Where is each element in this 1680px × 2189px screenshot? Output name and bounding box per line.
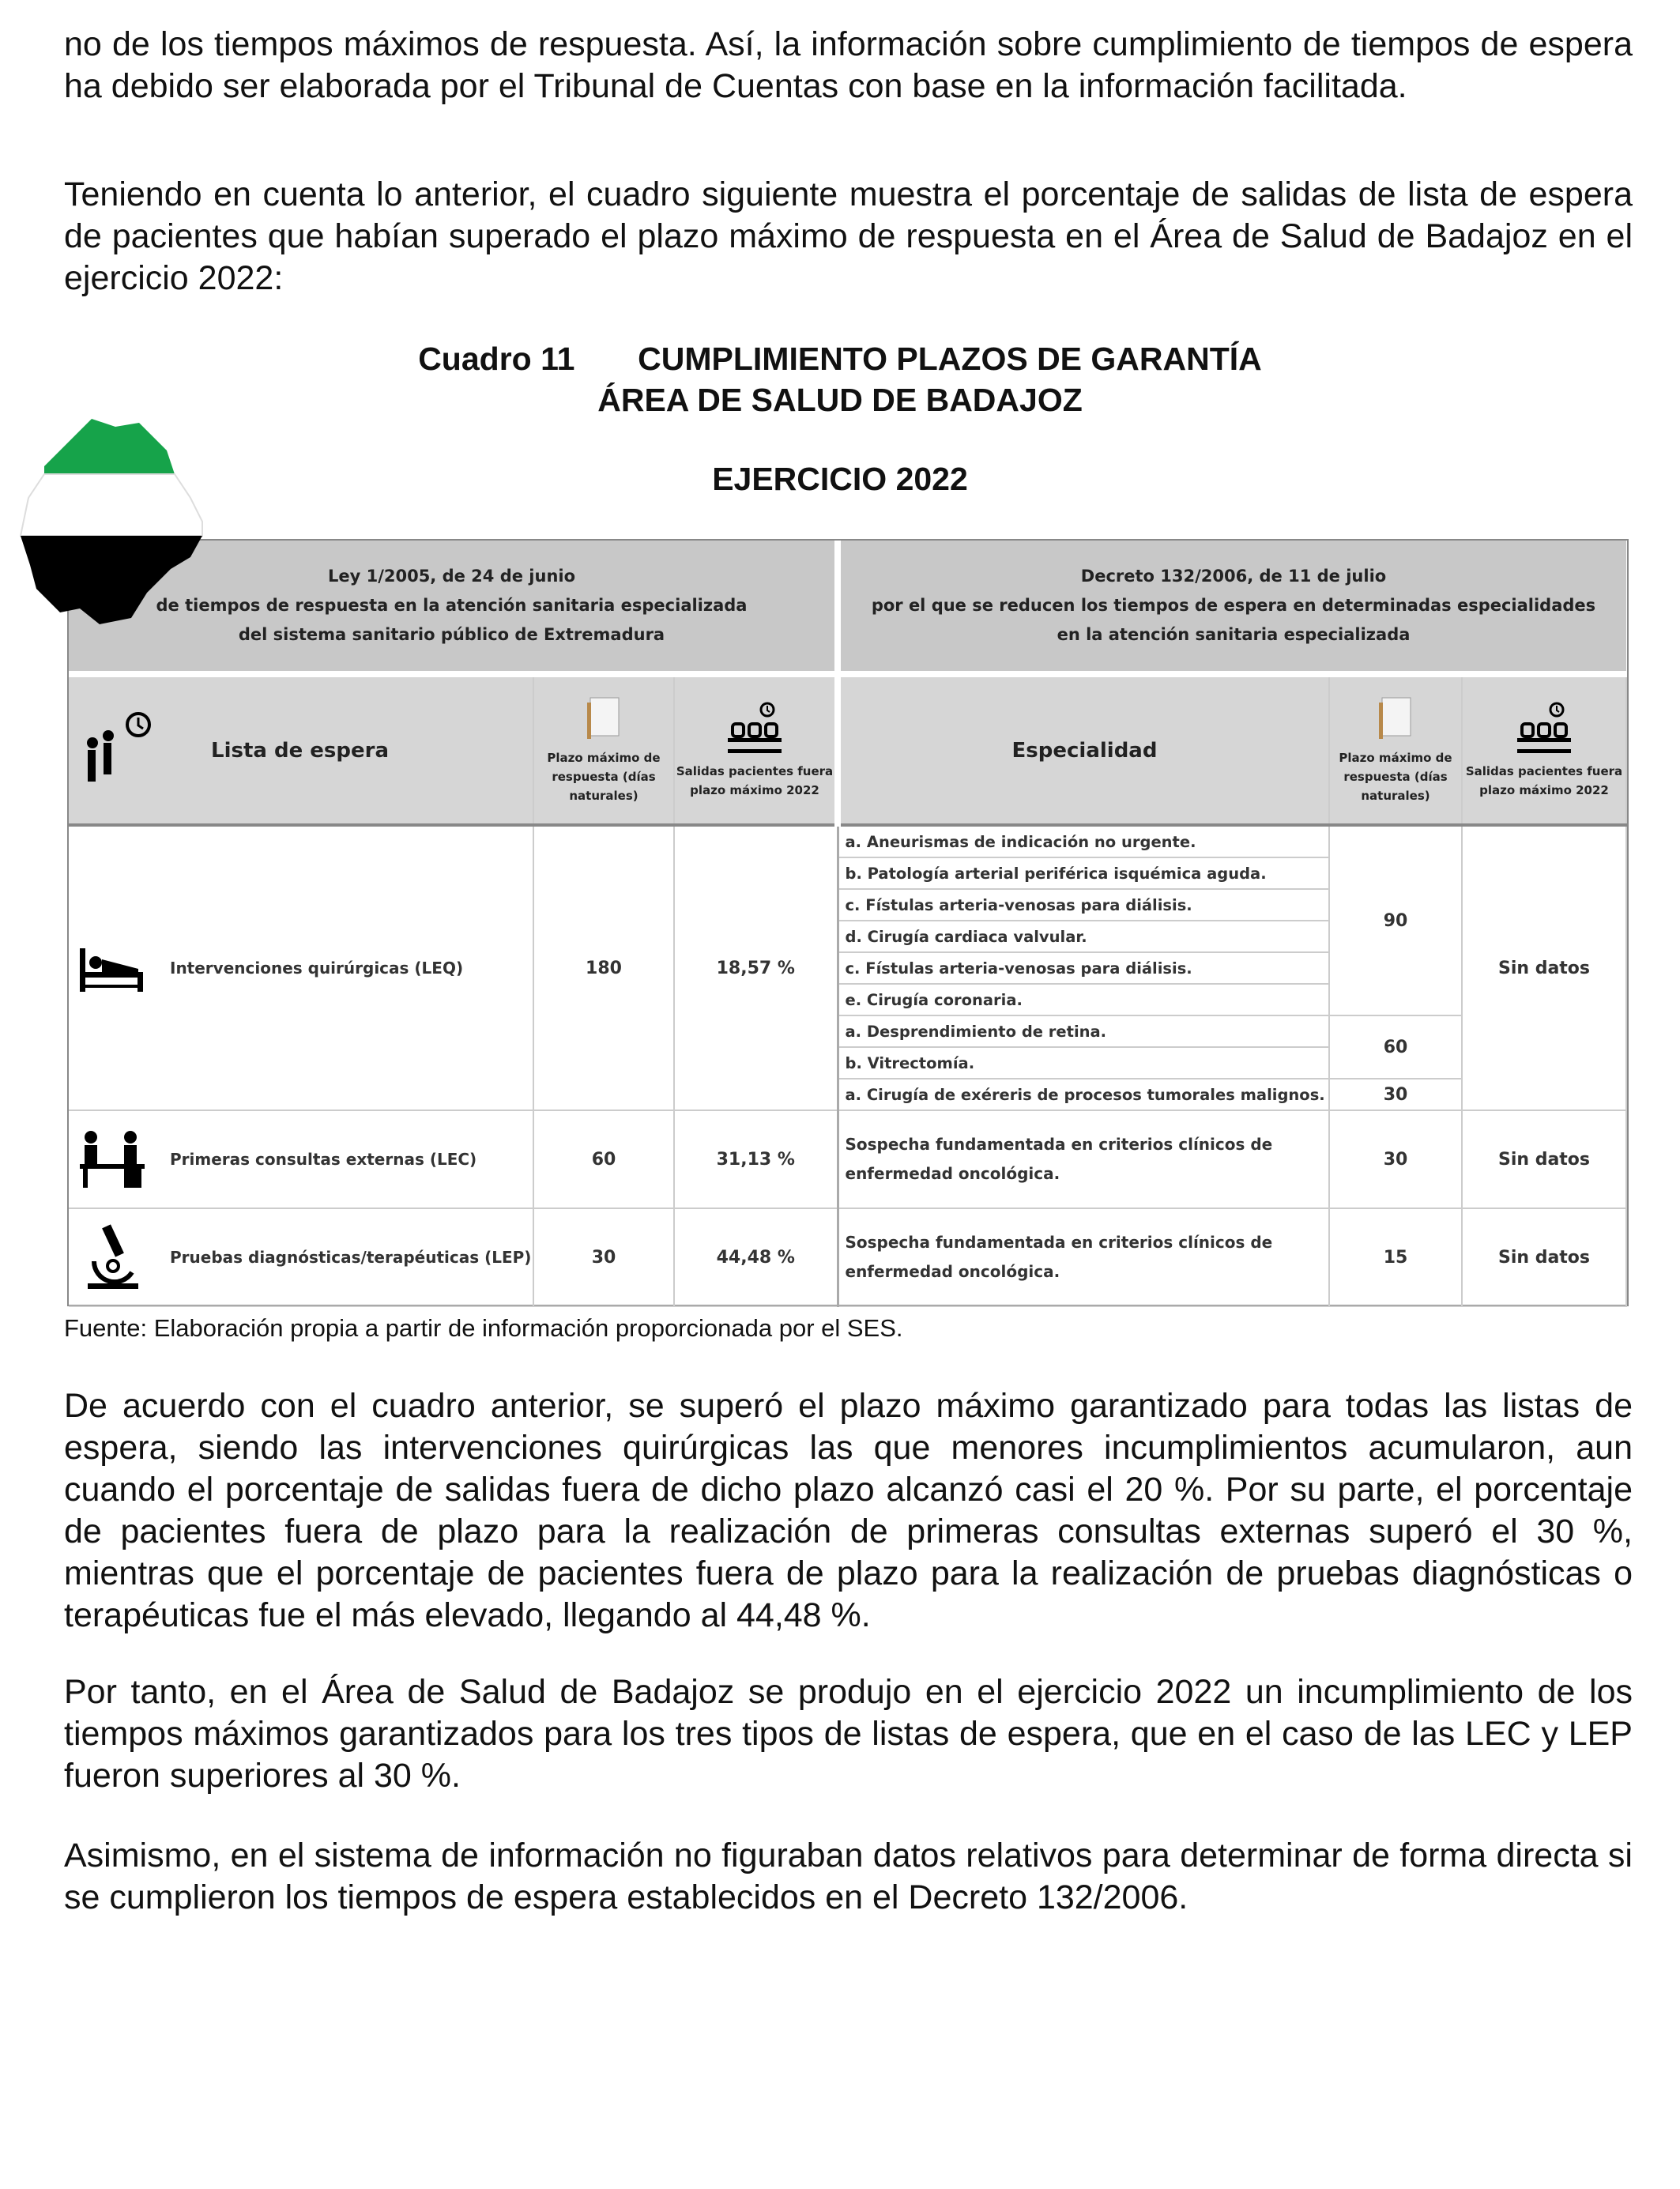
header-salidas-right-label: Salidas pacientes fuera plazo máximo 2022 xyxy=(1465,763,1623,797)
paragraph-conclusion: Por tanto, en el Área de Salud de Badajoz se produjo en el ejercicio 2022 un incumplimiento de los tiempos máximos garantizados para los tres tipos de listas de espera, que en el caso de las LEC y LEP fueron superiores al 30 %. xyxy=(64,1673,1633,1795)
header-lista-label: Lista de espera xyxy=(211,738,389,763)
title-line3: EJERCICIO 2022 xyxy=(712,461,968,497)
lep-plazo: 30 xyxy=(533,1208,674,1306)
lec-plazo: 60 xyxy=(533,1110,674,1208)
table-row-lec xyxy=(69,1110,1626,1208)
table-row-leq xyxy=(69,825,1626,857)
paragraph-information-system: Asimismo, en el sistema de información no figuraban datos relativos para determinar de forma directa si se cumplieron los tiempos de espera establecidos en el Decreto 132/2006. xyxy=(64,1837,1633,1916)
consultation-icon xyxy=(77,1128,148,1191)
header-lista xyxy=(69,677,533,825)
specialty-item: e. Cirugía coronaria. xyxy=(838,984,1329,1015)
lec-especialidad: Sospecha fundamentada en criterios clínicos de enfermedad oncológica. xyxy=(838,1110,1329,1208)
specialty-plazo-group1: 90 xyxy=(1329,825,1462,1015)
header-plazo-right-label: Plazo máximo de respuesta (días naturales) xyxy=(1339,750,1452,803)
specialty-item: c. Fístulas arteria-venosas para diálisis. xyxy=(838,889,1329,921)
header-plazo-right xyxy=(1329,677,1462,825)
specialty-item: b. Patología arterial periférica isquémica aguda. xyxy=(838,857,1329,889)
title-line2: ÁREA DE SALUD DE BADAJOZ xyxy=(597,382,1083,418)
law-right-line: en la atención sanitaria especializada xyxy=(1057,625,1411,644)
header-salidas-right xyxy=(1462,677,1626,825)
specialty-item: a. Desprendimiento de retina. xyxy=(838,1015,1329,1047)
header-salidas xyxy=(674,677,838,825)
lec-salidas: 31,13 % xyxy=(674,1110,838,1208)
paragraph-intro: no de los tiempos máximos de respuesta. Así, la información sobre cumplimiento de tiempos de espera ha debido ser elaborada por el Tribunal de Cuentas con base en la información facilitada. xyxy=(64,25,1633,105)
specialty-item: b. Vitrectomía. xyxy=(838,1047,1329,1079)
lep-salidas: 44,48 % xyxy=(674,1208,838,1306)
extremadura-flag-map-logo xyxy=(13,411,210,632)
cuadro-11-table xyxy=(67,539,1629,1306)
header-salidas-label: Salidas pacientes fuera plazo máximo 2022 xyxy=(676,763,834,797)
leq-label-cell xyxy=(69,825,533,1110)
waiting-people-icon xyxy=(77,707,156,794)
law-left-line: Ley 1/2005, de 24 de junio xyxy=(327,567,576,586)
leq-right-salidas: Sin datos xyxy=(1462,825,1626,1110)
law-right-header xyxy=(838,541,1626,671)
paragraph-context: Teniendo en cuenta lo anterior, el cuadro siguiente muestra el porcentaje de salidas de lista de espera de pacientes que habían superado el plazo máximo de respuesta en el Área de Salud de Badajoz en el ejercicio 2022: xyxy=(64,175,1633,297)
specialty-plazo-group3: 30 xyxy=(1329,1079,1462,1110)
lec-right-salidas: Sin datos xyxy=(1462,1110,1626,1208)
lep-especialidad: Sospecha fundamentada en criterios clínicos de enfermedad oncológica. xyxy=(838,1208,1329,1306)
table-source-note: Fuente: Elaboración propia a partir de información proporcionada por el SES. xyxy=(64,1314,903,1342)
paragraph-analysis: De acuerdo con el cuadro anterior, se superó el plazo máximo garantizado para todas las listas de espera, siendo las intervenciones quirúrgicas las que menores incumplimientos acumularon, aun cuando el porcentaje de salidas fuera de dicho plazo alcanzó casi el 20 %. Por su parte, el porcentaje de pacientes fuera de plazo para la realización de primeras consultas externas superó el 30 %, mientras que el porcentaje de pacientes fuera de plazo para la realización de pruebas diagnósticas o terapéuticas fue el más elevado, llegando al 44,48 %. xyxy=(64,1387,1633,1634)
specialty-item: a. Cirugía de exéreris de procesos tumorales malignos. xyxy=(838,1079,1329,1110)
law-left-line: de tiempos de respuesta en la atención sanitaria especializada xyxy=(156,596,748,615)
title-line1: Cuadro 11 CUMPLIMIENTO PLAZOS DE GARANTÍA xyxy=(418,341,1262,377)
header-plazo xyxy=(533,677,674,825)
lep-label-cell xyxy=(69,1208,533,1306)
calendar-icon xyxy=(1376,696,1415,744)
waiting-chairs-clock-icon xyxy=(1512,702,1576,757)
specialty-plazo-group2: 60 xyxy=(1329,1015,1462,1079)
lep-right-plazo: 15 xyxy=(1329,1208,1462,1306)
calendar-icon xyxy=(584,696,623,744)
leq-salidas: 18,57 % xyxy=(674,825,838,1110)
lep-right-salidas: Sin datos xyxy=(1462,1208,1626,1306)
lep-label: Pruebas diagnósticas/terapéuticas (LEP) xyxy=(170,1248,532,1267)
table-row-lep xyxy=(69,1208,1626,1306)
leq-label: Intervenciones quirúrgicas (LEQ) xyxy=(170,959,464,978)
leq-plazo: 180 xyxy=(533,825,674,1110)
hospital-bed-icon xyxy=(77,940,148,996)
header-especialidad-label: Especialidad xyxy=(1011,738,1158,763)
waiting-chairs-clock-icon xyxy=(723,702,786,757)
lec-label-cell xyxy=(69,1110,533,1208)
specialty-item: c. Fístulas arteria-venosas para diálisis. xyxy=(838,952,1329,984)
law-right-line: por el que se reducen los tiempos de espera en determinadas especialidades xyxy=(871,596,1596,615)
header-plazo-label: Plazo máximo de respuesta (días naturales) xyxy=(547,750,661,803)
specialty-item: a. Aneurismas de indicación no urgente. xyxy=(838,825,1329,857)
lec-right-plazo: 30 xyxy=(1329,1110,1462,1208)
lec-label: Primeras consultas externas (LEC) xyxy=(170,1150,477,1169)
microscope-icon xyxy=(77,1222,148,1293)
specialty-item: d. Cirugía cardiaca valvular. xyxy=(838,921,1329,952)
header-especialidad xyxy=(838,677,1329,825)
law-right-line: Decreto 132/2006, de 11 de julio xyxy=(1080,567,1387,586)
law-left-line: del sistema sanitario público de Extremadura xyxy=(238,625,665,644)
